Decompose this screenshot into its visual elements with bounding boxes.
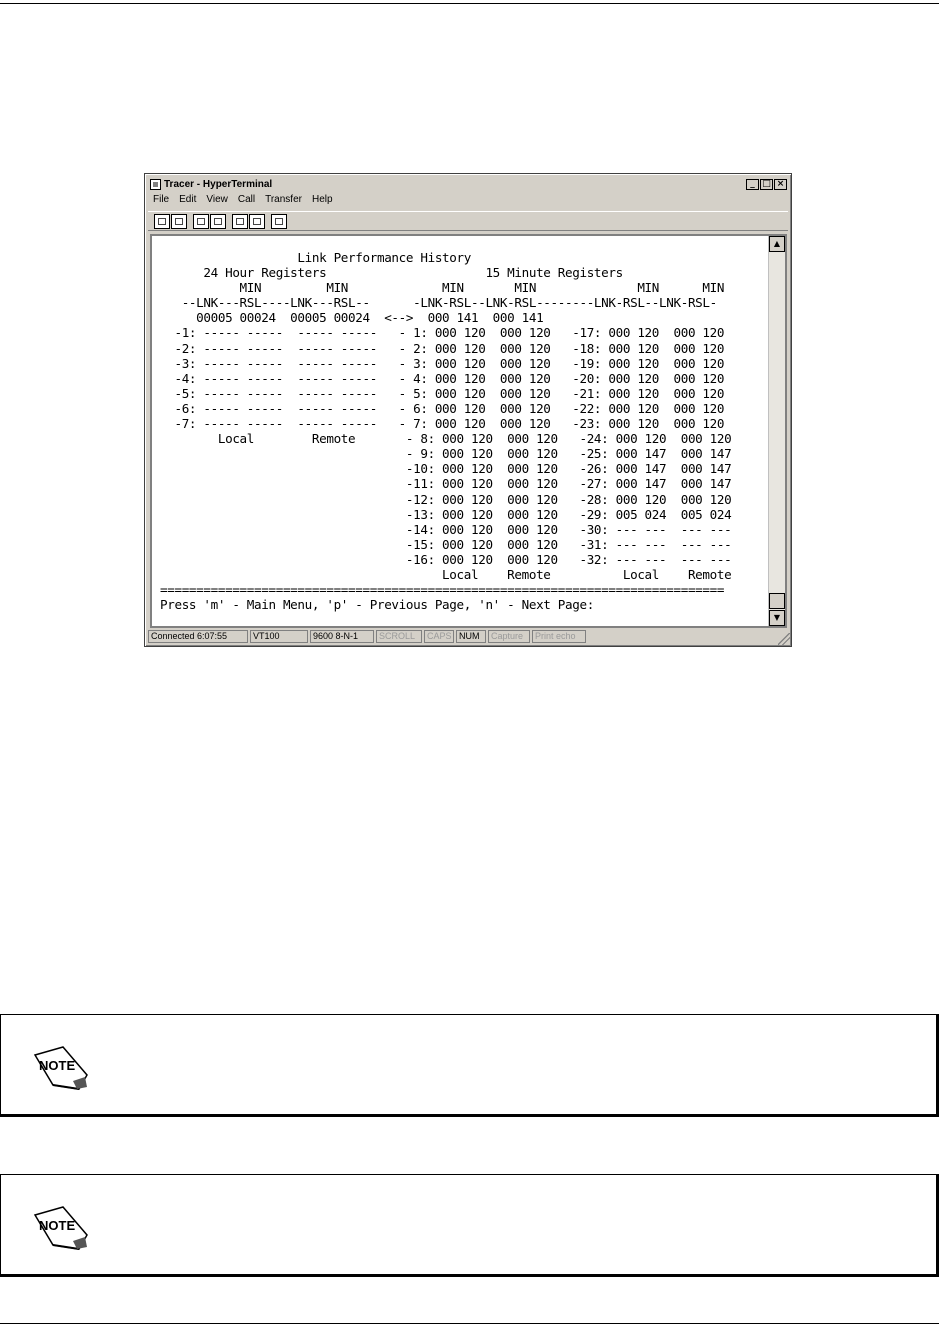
terminal-line: -10: 000 120 000 120 -26: 000 147 000 147 bbox=[160, 461, 732, 477]
terminal-line: -6: ----- ----- ----- ----- - 6: 000 120 000 120 -22: 000 120 000 120 bbox=[160, 400, 725, 416]
terminal-line: 00005 00024 00005 00024 <--> 000 141 000 141 bbox=[160, 310, 544, 326]
close-button[interactable]: × bbox=[774, 179, 787, 190]
terminal-line: Link Performance History bbox=[160, 250, 471, 265]
menu-edit[interactable]: Edit bbox=[179, 194, 197, 205]
status-caps: CAPS bbox=[424, 630, 454, 643]
terminal-text bbox=[160, 250, 731, 612]
note-box bbox=[0, 1014, 939, 1117]
terminal-line: -2: ----- ----- ----- ----- - 2: 000 120 000 120 -18: 000 120 000 120 bbox=[160, 340, 725, 356]
disconnect-icon[interactable] bbox=[210, 214, 226, 229]
menu-help[interactable]: Help bbox=[311, 194, 333, 205]
terminal-line: 24 Hour Registers 15 Minute Registers bbox=[160, 265, 623, 281]
toolbar bbox=[148, 211, 788, 231]
menu-file[interactable]: File bbox=[153, 194, 170, 205]
terminal-line: -3: ----- ----- ----- ----- - 3: 000 120 000 120 -19: 000 120 000 120 bbox=[160, 355, 725, 371]
menu-call[interactable]: Call bbox=[237, 194, 256, 205]
hyperterminal-window bbox=[144, 173, 792, 647]
status-scroll: SCROLL bbox=[376, 630, 422, 643]
terminal-screen[interactable] bbox=[150, 234, 787, 628]
scroll-up-icon[interactable]: ▲ bbox=[769, 236, 785, 252]
scroll-down-icon[interactable]: ▼ bbox=[769, 610, 785, 626]
top-page-rule bbox=[0, 3, 939, 4]
note-icon bbox=[33, 1041, 89, 1091]
receive-icon[interactable] bbox=[249, 214, 265, 229]
status-bar bbox=[148, 630, 788, 644]
properties-icon[interactable] bbox=[271, 214, 287, 229]
note-label: NOTE bbox=[39, 1218, 76, 1233]
status-capture: Capture bbox=[488, 630, 530, 643]
window-title: Tracer - HyperTerminal bbox=[164, 179, 273, 190]
terminal-line: Local Remote - 8: 000 120 000 120 -24: 000 120 000 120 bbox=[160, 431, 732, 447]
terminal-line: --LNK---RSL----LNK---RSL-- -LNK-RSL--LNK-RSL--------LNK-RSL--LNK-RSL- bbox=[160, 295, 717, 311]
minimize-button[interactable]: _ bbox=[746, 179, 759, 190]
note-box bbox=[0, 1174, 939, 1277]
menu-bar bbox=[148, 194, 338, 208]
terminal-line: ============================================================================== bbox=[160, 582, 725, 598]
terminal-line: -5: ----- ----- ----- ----- - 5: 000 120 000 120 -21: 000 120 000 120 bbox=[160, 385, 725, 401]
menu-transfer[interactable]: Transfer bbox=[265, 194, 302, 205]
terminal-line: - 9: 000 120 000 120 -25: 000 147 000 147 bbox=[160, 446, 732, 462]
terminal-line: MIN MIN MIN MIN MIN MIN bbox=[160, 280, 725, 296]
menu-view[interactable]: View bbox=[206, 194, 228, 205]
status-port-settings: 9600 8-N-1 bbox=[310, 630, 374, 643]
note-label: NOTE bbox=[39, 1058, 76, 1073]
terminal-line: Local Remote Local Remote bbox=[160, 566, 732, 582]
send-icon[interactable] bbox=[232, 214, 248, 229]
bottom-page-rule bbox=[0, 1323, 939, 1324]
scroll-thumb[interactable] bbox=[769, 593, 785, 609]
status-emulation: VT100 bbox=[250, 630, 308, 643]
new-icon[interactable] bbox=[154, 214, 170, 229]
terminal-line: -13: 000 120 000 120 -29: 005 024 005 024 bbox=[160, 506, 732, 522]
terminal-line: -12: 000 120 000 120 -28: 000 120 000 120 bbox=[160, 491, 732, 507]
terminal-line: -16: 000 120 000 120 -32: --- --- --- --- bbox=[160, 551, 732, 567]
dial-icon[interactable] bbox=[193, 214, 209, 229]
terminal-line: -14: 000 120 000 120 -30: --- --- --- --- bbox=[160, 521, 732, 537]
hyperterminal-icon bbox=[150, 179, 161, 190]
status-print-echo: Print echo bbox=[532, 630, 586, 643]
terminal-line: -11: 000 120 000 120 -27: 000 147 000 147 bbox=[160, 476, 732, 492]
maximize-button[interactable]: □ bbox=[760, 179, 773, 190]
terminal-line: -7: ----- ----- ----- ----- - 7: 000 120 000 120 -23: 000 120 000 120 bbox=[160, 416, 725, 432]
title-bar[interactable] bbox=[148, 177, 788, 192]
terminal-line: -1: ----- ----- ----- ----- - 1: 000 120 000 120 -17: 000 120 000 120 bbox=[160, 325, 725, 341]
vertical-scrollbar[interactable] bbox=[768, 236, 785, 626]
status-num: NUM bbox=[456, 630, 486, 643]
terminal-line: -15: 000 120 000 120 -31: --- --- --- --- bbox=[160, 536, 732, 552]
resize-grip-icon[interactable] bbox=[778, 633, 790, 645]
note-icon bbox=[33, 1201, 89, 1251]
terminal-line: Press 'm' - Main Menu, 'p' - Previous Page, 'n' - Next Page: bbox=[160, 597, 594, 613]
status-connected: Connected 6:07:55 bbox=[148, 630, 248, 643]
terminal-line: -4: ----- ----- ----- ----- - 4: 000 120 000 120 -20: 000 120 000 120 bbox=[160, 370, 725, 386]
open-icon[interactable] bbox=[171, 214, 187, 229]
